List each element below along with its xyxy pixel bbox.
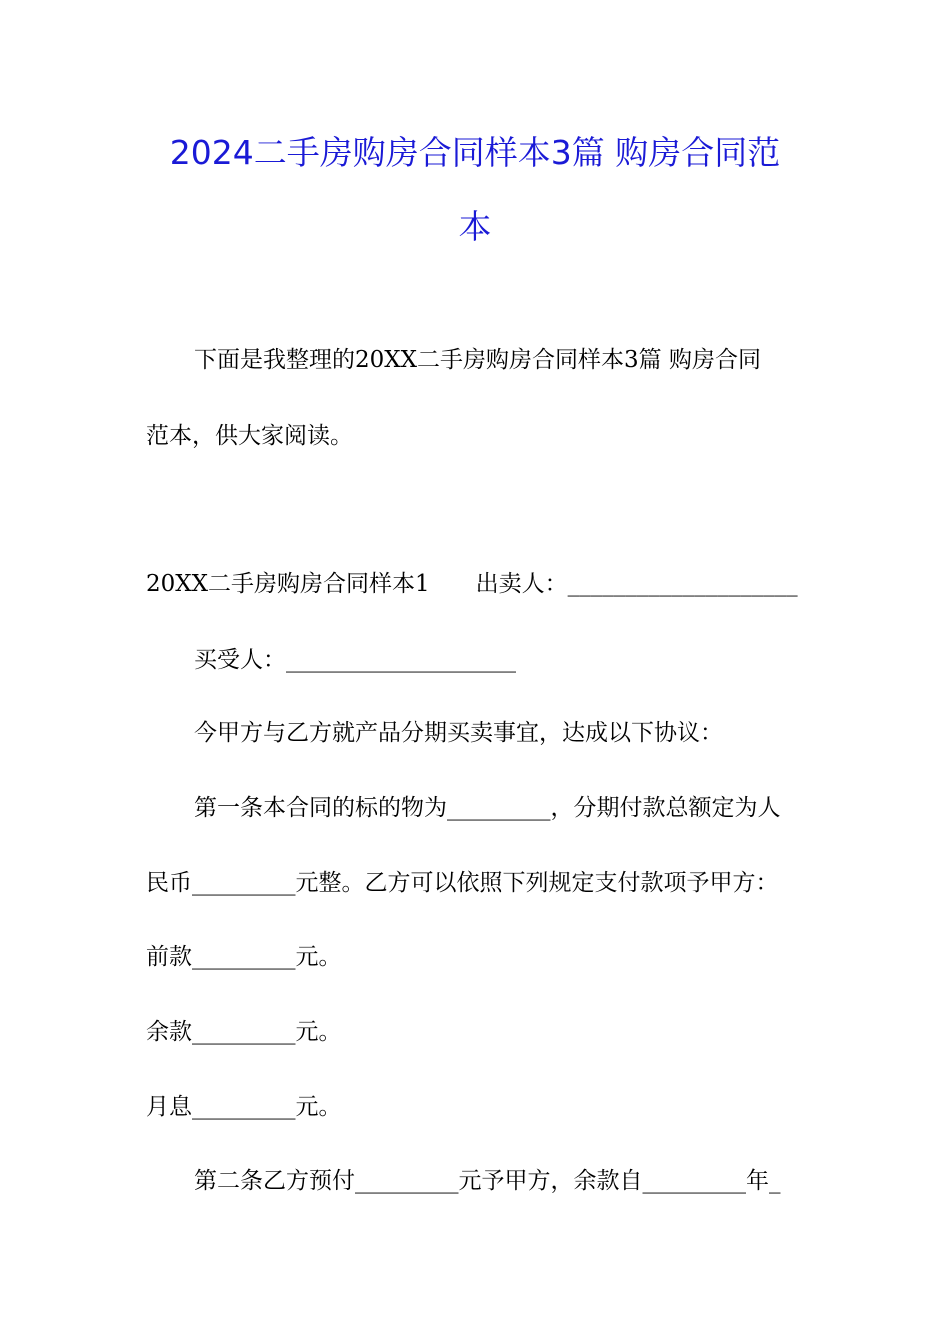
article-1-line-2: 民币_________元整。乙方可以依照下列规定支付款项予甲方： bbox=[146, 870, 779, 896]
balance-line: 余款_________元。 bbox=[146, 1019, 342, 1045]
contract-heading-and-seller: 20XX二手房购房合同样本1 出卖人：____________________ bbox=[146, 571, 798, 597]
document-title-line-1: 2024二手房购房合同样本3篇 购房合同范 bbox=[169, 133, 781, 172]
intro-paragraph-line-2: 范本，供大家阅读。 bbox=[146, 423, 353, 449]
article-2-line-1: 第二条乙方预付_________元予甲方，余款自_________年_ bbox=[194, 1168, 781, 1194]
document-title-line-2: 本 bbox=[458, 207, 492, 246]
intro-paragraph-line-1: 下面是我整理的20XX二手房购房合同样本3篇 购房合同 bbox=[194, 347, 761, 373]
down-payment-line: 前款_________元。 bbox=[146, 944, 342, 970]
monthly-interest-line: 月息_________元。 bbox=[146, 1094, 342, 1120]
article-1-line-1: 第一条本合同的标的物为_________，分期付款总额定为人 bbox=[194, 795, 781, 821]
buyer-line: 买受人：____________________ bbox=[194, 647, 516, 673]
agreement-line: 今甲方与乙方就产品分期买卖事宜，达成以下协议： bbox=[194, 720, 723, 746]
